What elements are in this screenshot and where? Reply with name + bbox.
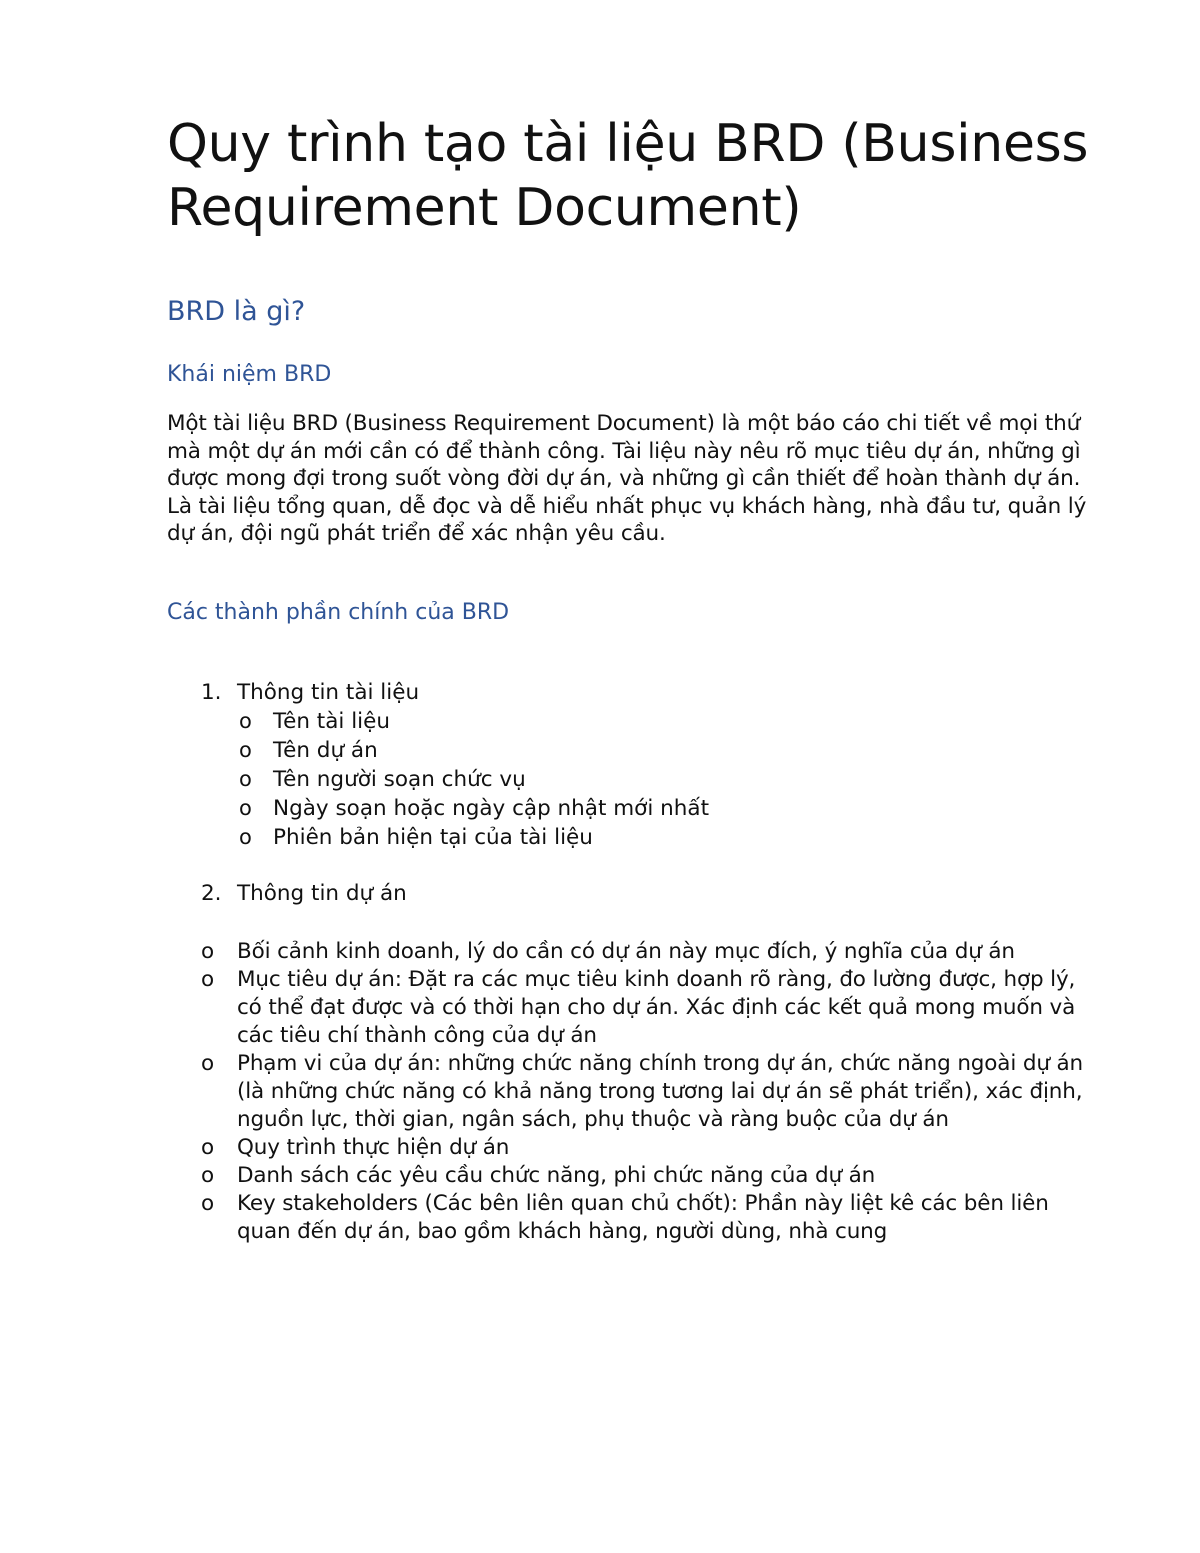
list-item: o Tên tài liệu xyxy=(239,708,391,734)
document-title: Quy trình tạo tài liệu BRD (Business Requirement Document) xyxy=(167,114,1089,238)
list-item: o Tên dự án xyxy=(239,737,378,763)
document-content xyxy=(167,112,1097,1246)
list-item: o Mục tiêu dự án: Đặt ra các mục tiêu kinh doanh rõ ràng, đo lường được, hợp lý, có thể đạt được và có thời hạn cho dự án. Xác định các kết quả mong muốn và các tiêu chí thành công của dự án xyxy=(201,966,1076,1048)
document-info-sublist xyxy=(237,707,1097,852)
section-heading-brd-definition: BRD là gì? xyxy=(167,296,306,327)
list-item: o Quy trình thực hiện dự án xyxy=(201,1134,510,1160)
list-item: o Tên người soạn chức vụ xyxy=(239,766,526,792)
bullet-icon: o xyxy=(201,966,215,992)
bullet-icon: o xyxy=(239,708,252,733)
list-item: o Phiên bản hiện tại của tài liệu xyxy=(239,824,593,850)
concept-paragraph: Một tài liệu BRD (Business Requirement Document) là một báo cáo chi tiết về mọi thứ mà một dự án mới cần có để thành công. Tài liệu này nêu rõ mục tiêu dự án, những gì được mong đợi trong suốt vòng đời dự án, và những gì cần thiết để hoàn thành dự án. Là tài liệu tổng quan, dễ đọc và dễ hiểu nhất phục vụ khách hàng, nhà đầu tư, quản lý dự án, đội ngũ phát triển để xác nhận yêu cầu. xyxy=(167,411,1087,546)
list-item: o Ngày soạn hoặc ngày cập nhật mới nhất xyxy=(239,795,710,821)
bullet-icon: o xyxy=(201,1050,215,1076)
list-item: o Phạm vi của dự án: những chức năng chính trong dự án, chức năng ngoài dự án (là những chức năng có khả năng trong tương lai dự án sẽ phát triển), xác định, nguồn lực, thời gian, ngân sách, phụ thuộc và ràng buộc của dự án xyxy=(201,1050,1083,1132)
bullet-icon: o xyxy=(239,795,252,820)
list-item-label: Thông tin tài liệu xyxy=(237,679,420,705)
subheading-brd-concept: Khái niệm BRD xyxy=(167,362,332,387)
bullet-icon: o xyxy=(239,824,252,849)
bullet-icon: o xyxy=(239,766,252,791)
list-item: o Key stakeholders (Các bên liên quan chủ chốt): Phần này liệt kê các bên liên quan đến dự án, bao gồm khách hàng, người dùng, nhà cung xyxy=(201,1190,1049,1244)
list-item: o Danh sách các yêu cầu chức năng, phi chức năng của dự án xyxy=(201,1162,876,1188)
components-numbered-list xyxy=(167,678,1097,908)
bullet-icon: o xyxy=(201,938,215,964)
bullet-icon: o xyxy=(201,1190,215,1216)
list-item: o Bối cảnh kinh doanh, lý do cần có dự án này mục đích, ý nghĩa của dự án xyxy=(201,938,1015,964)
list-item-document-info xyxy=(167,678,1097,852)
bullet-icon: o xyxy=(201,1134,215,1160)
list-item-project-info xyxy=(167,879,1097,908)
subheading-brd-components: Các thành phần chính của BRD xyxy=(167,599,510,625)
list-number: 1. xyxy=(201,679,222,705)
list-number: 2. xyxy=(201,880,222,906)
bullet-icon: o xyxy=(239,737,252,762)
bullet-icon: o xyxy=(201,1162,215,1188)
project-info-list xyxy=(167,938,1097,1246)
list-item-label: Thông tin dự án xyxy=(237,880,407,906)
